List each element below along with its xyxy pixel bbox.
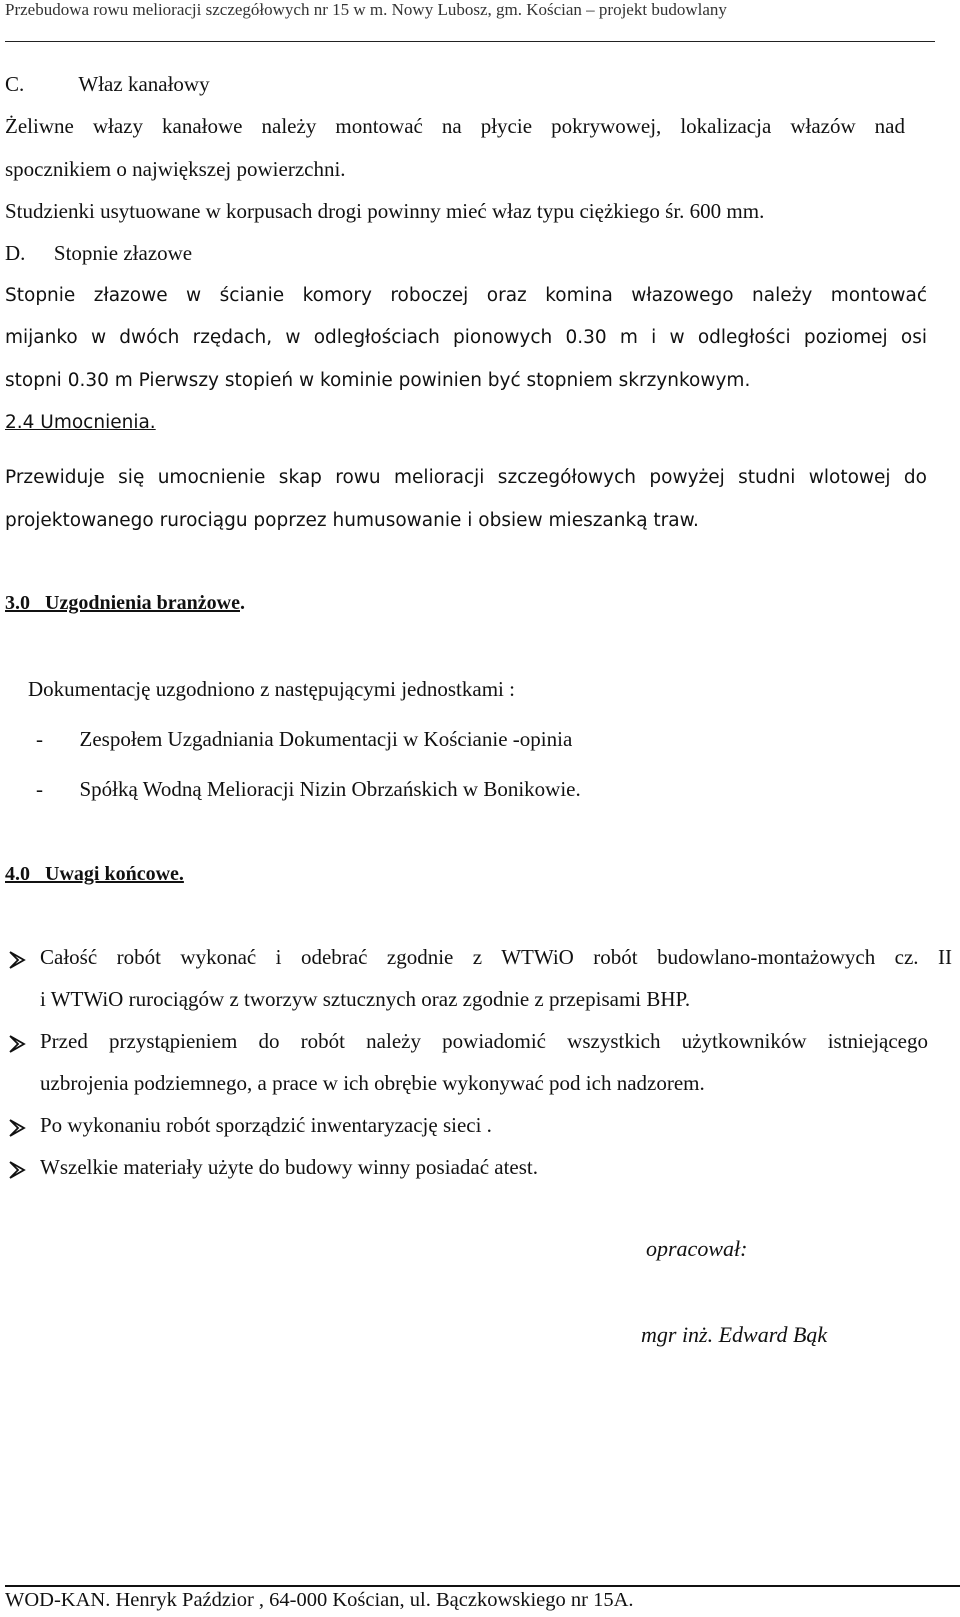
section-d-line-2: mijanko w dwóch rzędach, w odległościach pionowych 0.30 m i w odległości poziomej osi — [5, 327, 927, 348]
section-c-line-2: spocznikiem o największej powierzchni. — [5, 157, 346, 181]
section-c-letter: C. — [5, 72, 25, 96]
section-d-line-1: Stopnie złazowe w ścianie komory roboczej oraz komina włazowego należy montować — [5, 285, 927, 306]
section-d-title: Stopnie złazowe — [53, 241, 193, 265]
agreement-item-1-text: Zespołem Uzgadniania Dokumentacji w Kościanie -opinia — [79, 727, 573, 751]
section-c-line-3: Studzienki usytuowane w korpusach drogi powinny mieć właz typu ciężkiego śr. 600 mm. — [5, 199, 765, 223]
agreement-item-2 — [36, 777, 581, 802]
section-3-0-heading — [5, 592, 245, 615]
section-3-0-intro: Dokumentację uzgodniono z następującymi jednostkami : — [28, 677, 515, 701]
agreement-item-1-dash: - — [36, 727, 43, 751]
agreement-item-1 — [36, 727, 572, 752]
section-c-line-1: Żeliwne włazy kanałowe należy montować na płycie pokrywowej, lokalizacja włazów nad — [5, 114, 905, 138]
closing-remark-3: Po wykonaniu robót sporządzić inwentaryzację sieci . — [40, 1113, 492, 1137]
agreement-item-2-dash: - — [36, 777, 43, 801]
arrowhead-bullet-icon — [7, 1034, 27, 1054]
section-3-0-title: 3.0 Uzgodnienia branżowe — [5, 592, 240, 614]
section-c-heading — [5, 72, 210, 97]
closing-remark-1-line-1: Całość robót wykonać i odebrać zgodnie z WTWiO robót budowlano-montażowych cz. II — [40, 945, 952, 969]
arrowhead-bullet-icon — [7, 1160, 27, 1180]
section-c-title: Właz kanałowy — [78, 72, 210, 96]
header-divider — [5, 41, 935, 42]
section-d-letter: D. — [5, 241, 26, 265]
section-2-4-line-2: projektowanego rurociągu poprzez humusowanie i obsiew mieszanką traw. — [5, 510, 699, 531]
closing-remark-4: Wszelkie materiały użyte do budowy winny posiadać atest. — [40, 1155, 539, 1179]
section-2-4-heading: 2.4 Umocnienia. — [5, 412, 156, 433]
section-d-heading — [5, 241, 192, 266]
arrowhead-bullet-icon — [7, 1118, 27, 1138]
closing-remark-2-line-1: Przed przystąpieniem do robót należy powiadomić wszystkich użytkowników istniejącego — [40, 1029, 928, 1053]
arrowhead-bullet-icon — [7, 950, 27, 970]
footer-divider — [5, 1585, 960, 1587]
section-4-0-heading: 4.0 Uwagi końcowe. — [5, 863, 184, 885]
agreement-item-2-text: Spółką Wodną Melioracji Nizin Obrzańskich w Bonikowie. — [79, 777, 581, 801]
document-footer: WOD-KAN. Henryk Paździor , 64-000 Kościan, ul. Bączkowskiego nr 15A. — [5, 1589, 634, 1611]
signature-label: opracował: — [646, 1236, 748, 1261]
section-d-line-3: stopni 0.30 m Pierwszy stopień w kominie powinien być stopniem skrzynkowym. — [5, 370, 751, 391]
closing-remark-2-line-2: uzbrojenia podziemnego, a prace w ich obrębie wykonywać pod ich nadzorem. — [40, 1071, 705, 1095]
signature-name: mgr inż. Edward Bąk — [641, 1322, 828, 1347]
section-3-0-title-tail: . — [240, 592, 245, 614]
document-header-title: Przebudowa rowu melioracji szczegółowych nr 15 w m. Nowy Lubosz, gm. Kościan – projekt budowlany — [5, 0, 727, 19]
closing-remark-1-line-2: i WTWiO rurociągów z tworzyw sztucznych oraz zgodnie z przepisami BHP. — [40, 987, 691, 1011]
section-2-4-line-1: Przewiduje się umocnienie skap rowu melioracji szczegółowych powyżej studni wlotowej do — [5, 467, 927, 488]
